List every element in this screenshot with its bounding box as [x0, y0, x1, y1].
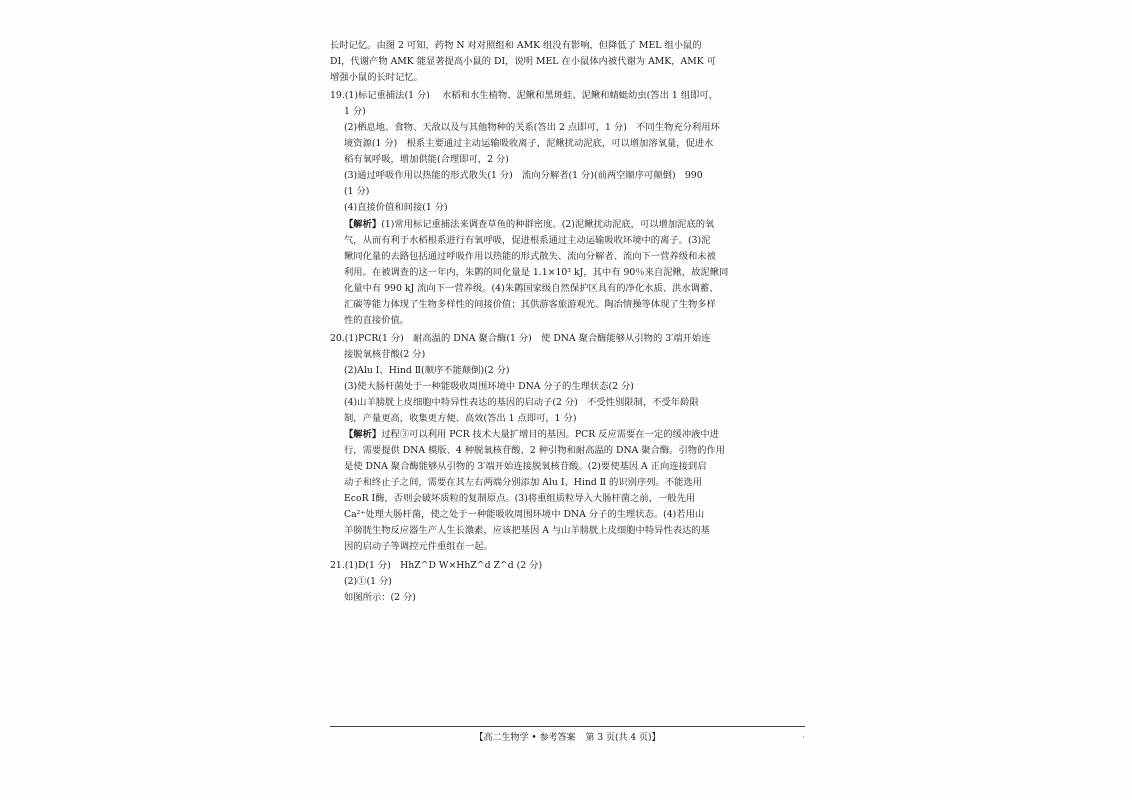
answer-20-line-2: 接脱氧核苷酸(2 分) [344, 348, 426, 360]
answer-20-analysis-line-7: 羊膀胱生物反应器生产人生长激素，应该把基因 A 与山羊膀胱上皮细胞中特异性表达的基 [344, 525, 710, 537]
answer-19-line-5: 稻有氧呼吸，增加供能(合理即可，2 分) [344, 154, 509, 166]
answer-20-analysis-line-5: EcoR Ⅰ酶，否则会破坏质粒的复制原点。(3)将重组质粒导入大肠杆菌之前，一般先用 [344, 493, 696, 505]
answer-19-text-1: (1)标记重捕法(1 分) 水稻和水生植物、泥鳅和黑斑蛙、泥鳅和蜻蜓幼虫(答出 1 组即可， [344, 90, 718, 102]
answer-20-text-1: (1)PCR(1 分) 耐高温的 DNA 聚合酶(1 分) 使 DNA 聚合酶能够从引物的 3′端开始连 [344, 332, 711, 344]
answer-20-line-1 [330, 331, 805, 346]
footer-page-number: 第 3 页(共 4 页)】 [585, 733, 661, 743]
answer-19-line-8: (4)直接价值和间接(1 分) [344, 202, 448, 214]
answer-item-21 [330, 558, 805, 605]
answer-20-line-5: (4)山羊膀胱上皮细胞中特异性表达的基因的启动子(2 分) 不受性别限制，不受年龄限 [344, 397, 699, 409]
answer-20-number: 20. [330, 332, 345, 344]
answer-20-analysis-line-6: Ca²⁺处理大肠杆菌，使之处于一种能吸收周围环境中 DNA 分子的生理状态。(4)若用山 [344, 509, 705, 521]
paragraph-intro-line2: DI，代谢产物 AMK 能显著提高小鼠的 DI，说明 MEL 在小鼠体内被代谢为 AMK，AMK 可 [330, 56, 716, 68]
answer-19-analysis-line-5: 化量中有 990 kJ 流向下一营养级。(4)朱鹮国家级自然保护区具有的净化水质、洪水调蓄、 [344, 282, 719, 294]
answer-19-analysis-line-2: 气，从而有利于水稻根系进行有氧呼吸，促进根系通过主动运输吸收环境中的离子。(3)泥 [344, 234, 711, 246]
answer-item-19 [330, 88, 805, 328]
document-body [330, 38, 805, 606]
answer-21-number: 21. [330, 559, 345, 571]
answer-19-line-3: (2)栖息地、食物、天敌以及与其他物种的关系(答出 2 点即可，1 分) 不同生物充分利用环 [344, 122, 720, 134]
answer-21-text-1: (1)D(1 分) HhZ^D W×HhZ^d Z^d (2 分) [344, 559, 543, 571]
answer-20-line-3: (2)Alu Ⅰ、Hind Ⅱ(顺序不能颠倒)(2 分) [344, 364, 510, 376]
paragraph-intro-line1: 长时记忆。由图 2 可知，药物 N 对对照组和 AMK 组没有影响，但降低了 MEL 组小鼠的 [330, 40, 702, 51]
answer-21-line-2: (2)①(1 分) [344, 575, 392, 587]
answer-19-line-4: 境资源(1 分) 根系主要通过主动运输吸收离子，泥鳅扰动泥底，可以增加溶氧量，促进水 [344, 138, 714, 150]
footer-right-mark: · [802, 733, 805, 743]
answer-20-analysis-label: 【解析】 [344, 429, 382, 441]
answer-19-line-1 [330, 88, 805, 103]
answer-19-analysis-text-1: (1)常用标记重捕法来调查草鱼的种群密度。(2)泥鳅扰动泥底，可以增加泥底的氧 [381, 218, 715, 230]
answer-19-line-7: (1 分) [344, 186, 370, 198]
answer-19-analysis-line-3: 鳅同化量的去路包括通过呼吸作用以热能的形式散失、流向分解者、流向下一营养级和未被 [344, 250, 716, 262]
answer-item-20 [330, 331, 805, 555]
answer-19-line-2: 1 分) [344, 106, 366, 118]
answer-19-analysis-line-4: 利用。在被调查的这一年内，朱鹮的同化量是 1.1×10³ kJ，其中有 90％来自泥鳅，故泥鳅同 [344, 266, 729, 278]
answer-20-line-4: (3)使大肠杆菌处于一种能吸收周围环境中 DNA 分子的生理状态(2 分) [344, 380, 634, 392]
answer-19-line-6: (3)通过呼吸作用以热能的形式散失(1 分) 流向分解者(1 分)(前两空顺序可颠倒) 990 [344, 170, 703, 182]
answer-19-analysis-line-7: 性的直接价值。 [344, 314, 410, 326]
answer-19-number: 19. [330, 90, 345, 102]
answer-20-analysis-text-1: 过程③可以利用 PCR 技术大量扩增目的基因。PCR 反应需要在一定的缓冲液中进 [381, 429, 720, 441]
page-footer [330, 726, 805, 743]
answer-21-line-3: 如图所示：(2 分) [344, 591, 416, 603]
answer-20-analysis-line-4: 动子和终止子之间，需要在其左右两端分别添加 Alu Ⅰ、Hind Ⅱ 的识别序列。不能选用 [344, 477, 703, 489]
footer-title: 【高二生物学 • 参考答案 [474, 733, 576, 743]
answer-20-analysis-line-1 [330, 427, 805, 442]
answer-21-line-1 [330, 558, 805, 573]
answer-20-analysis-line-2: 行，需要提供 DNA 模版、4 种脱氧核苷酸、2 种引物和耐高温的 DNA 聚合酶。引物的作用 [344, 445, 725, 457]
answer-19-analysis-line-1 [330, 217, 805, 232]
answer-20-analysis-line-8: 因的启动子等调控元件重组在一起。 [344, 541, 493, 553]
answer-20-line-6: 制，产量更高，收集更方便、高效(答出 1 点即可，1 分) [344, 413, 577, 425]
answer-19-analysis-line-6: 汇碳等能力体现了生物多样性的间接价值；其供游客旅游观光、陶冶情操等体现了生物多样 [344, 298, 716, 310]
answer-19-analysis-label: 【解析】 [344, 218, 382, 230]
paragraph-intro-line3: 增强小鼠的长时记忆。 [330, 72, 423, 84]
answer-20-analysis-line-3: 是使 DNA 聚合酶能够从引物的 3′端开始连接脱氧核苷酸。(2)要使基因 A 正向连接到启 [344, 461, 707, 473]
